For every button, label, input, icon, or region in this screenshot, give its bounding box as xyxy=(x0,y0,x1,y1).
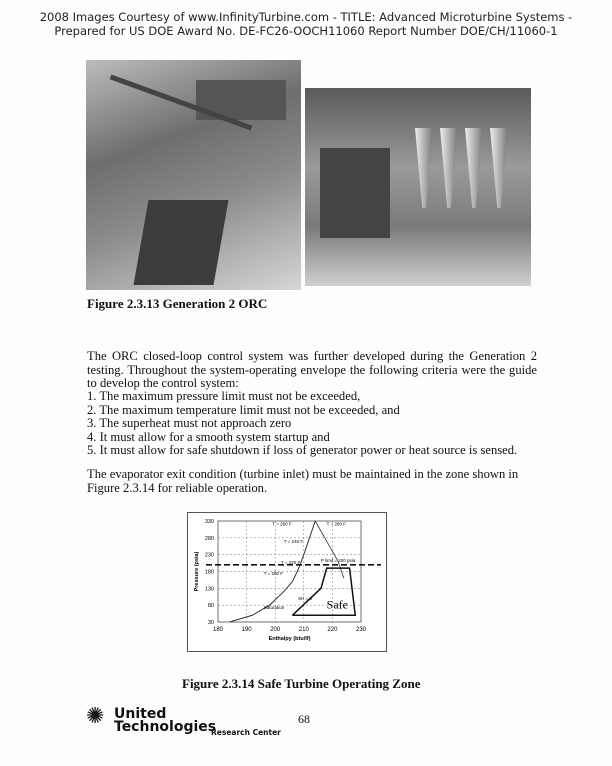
chart-annotation: T = 200 F xyxy=(263,570,284,576)
y-tick-label: 130 xyxy=(204,586,214,593)
y-tick-label: 330 xyxy=(204,519,214,525)
chart-annotation: Safe xyxy=(326,597,349,612)
chart-annotation: T = 220 F xyxy=(280,559,301,565)
intro-paragraph: The ORC closed-loop control system was further developed during the Generation 2 testing. Throughout the system-operating envelope the following criteria were the guide to develop the control system: xyxy=(87,349,537,390)
criterion: 1. The maximum pressure limit must not be exceeded, xyxy=(87,389,361,403)
logo-line-2: Technologies xyxy=(114,719,217,735)
x-tick-label: 200 xyxy=(270,627,281,633)
x-tick-label: 190 xyxy=(241,627,252,633)
chart-annotation: T = 280 F xyxy=(326,521,346,527)
x-axis-label: Enthalpy (btu/lf) xyxy=(268,636,311,642)
y-tick-label: 80 xyxy=(207,603,214,610)
criterion: 4. It must allow for a smooth system startup and xyxy=(87,429,330,444)
criterion: 5. It must allow for safe shutdown if loss of generator power or heat source is sensed. xyxy=(87,443,518,457)
header-line-1: 2008 Images Courtesy of www.InfinityTurbine.com - TITLE: Advanced Microturbine Systems - xyxy=(39,10,573,24)
x-tick-label: 210 xyxy=(298,627,309,633)
logo-line-1: United xyxy=(114,706,167,722)
header-line-2: Prepared for US DOE Award No. DE-FC26-OOCH11060 Report Number DOE/CH/11060-1 xyxy=(54,24,558,38)
isotherm-line xyxy=(315,521,344,578)
zone-paragraph: The evaporator exit condition (turbine inlet) must be maintained in the zone shown in Figure 2.3.14 for reliable operation. xyxy=(87,467,519,495)
orc-unit-photo xyxy=(305,88,531,286)
criteria-list xyxy=(87,390,537,458)
y-tick-label: 230 xyxy=(204,552,214,559)
page-number: 68 xyxy=(298,712,310,726)
x-tick-label: 230 xyxy=(355,627,367,633)
page-header xyxy=(0,10,612,38)
y-axis-label: Pressure (psia) xyxy=(194,551,200,592)
research-center-label: Research Center xyxy=(211,728,281,737)
figure-caption-2: Figure 2.3.14 Safe Turbine Operating Zone xyxy=(182,676,421,691)
pressure-enthalpy-chart xyxy=(187,512,387,652)
chart-annotation: T = 240 F xyxy=(283,538,304,544)
y-tick-label: 280 xyxy=(204,535,214,542)
figure-caption-1: Figure 2.3.13 Generation 2 ORC xyxy=(87,296,268,311)
y-tick-label: 180 xyxy=(204,569,214,576)
y-tick-label: 30 xyxy=(207,620,214,626)
united-technologies-logo xyxy=(86,704,217,735)
logo-burst-icon: ✺ xyxy=(86,704,105,729)
criterion: 3. The superheat must not approach zero xyxy=(87,416,292,430)
x-tick-label: 220 xyxy=(327,627,338,633)
orc-3d-model-image xyxy=(86,60,301,290)
chart-annotation: SH = 3 xyxy=(298,596,312,602)
chart-annotation: P limit = 200 psia xyxy=(320,558,356,564)
criterion: 2. The maximum temperature limit must not be exceeded, and xyxy=(87,402,400,417)
x-tick-label: 180 xyxy=(212,627,224,633)
chart-annotation: T = 260 F xyxy=(272,521,292,527)
chart-annotation: Saturation xyxy=(263,605,285,611)
